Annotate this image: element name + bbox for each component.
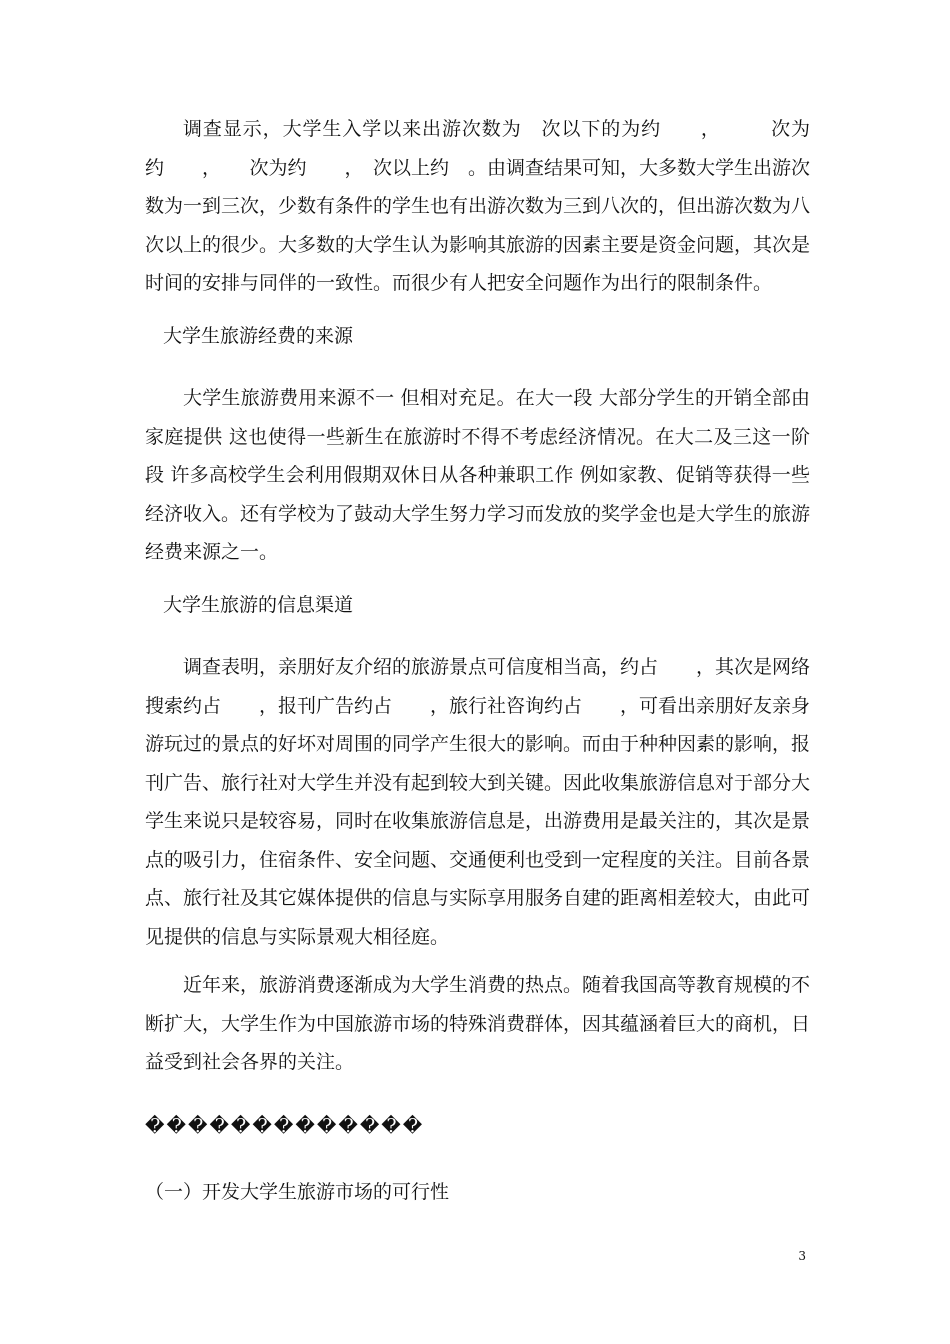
paragraph-travel-funding: 大学生旅游费用来源不一 但相对充足。在大一段 大部分学生的开销全部由家庭提供 这也使得一些新生在旅游时不得不考虑经济情况。在大二及三这一阶段 许多高校学生会利用假期双休日从各种兼职工作 例如家教、促销等获得一些经济收入。还有学校为了鼓动大学生努力学习而发放的奖学金也是大学生的旅游经费来源之一。 <box>145 387 811 563</box>
heading-garbled: ������������� <box>145 1115 425 1137</box>
heading-travel-info-channels: 大学生旅游的信息渠道 <box>163 594 354 616</box>
paragraph-travel-info-channels: 调查表明，亲朋好友介绍的旅游景点可信度相当高，约占 ，其次是网络搜索约占 ，报刊广告约占 ，旅行社咨询约占 ，可看出亲朋好友亲身游玩过的景点的好坏对周围的同学产生很大的影响。而由于种种因素的影响，报刊广告、旅行社对大学生并没有起到较大到关键。因此收集旅游信息对于部分大学生来说只是较容易，同时在收集旅游信息是，出游费用是最关注的，其次是景点的吸引力，住宿条件、安全问题、交通便利也受到一定程度的关注。目前各景点、旅行社及其它媒体提供的信息与实际享用服务自建的距离相差较大，由此可见提供的信息与实际景观大相径庭。 <box>145 656 811 948</box>
page-number: 3 <box>798 1249 806 1263</box>
heading-section-feasibility: （一）开发大学生旅游市场的可行性 <box>145 1181 450 1203</box>
paragraph-travel-frequency: 调查显示，大学生入学以来出游次数为 次以下的为约 ， 次为约 ， 次为约 ， 次以上约 。由调查结果可知，大多数大学生出游次数为一到三次，少数有条件的学生也有出游次数为三到八次的，但出游次数为八次以上的很少。大多数的大学生认为影响其旅游的因素主要是资金问题，其次是时间的安排与同伴的一致性。而很少有人把安全问题作为出行的限制条件。 <box>145 118 811 294</box>
heading-travel-funding: 大学生旅游经费的来源 <box>163 325 354 347</box>
paragraph-consumption-hotspot: 近年来，旅游消费逐渐成为大学生消费的热点。随着我国高等教育规模的不断扩大，大学生作为中国旅游市场的特殊消费群体，因其蕴涵着巨大的商机，日益受到社会各界的关注。 <box>145 974 811 1073</box>
